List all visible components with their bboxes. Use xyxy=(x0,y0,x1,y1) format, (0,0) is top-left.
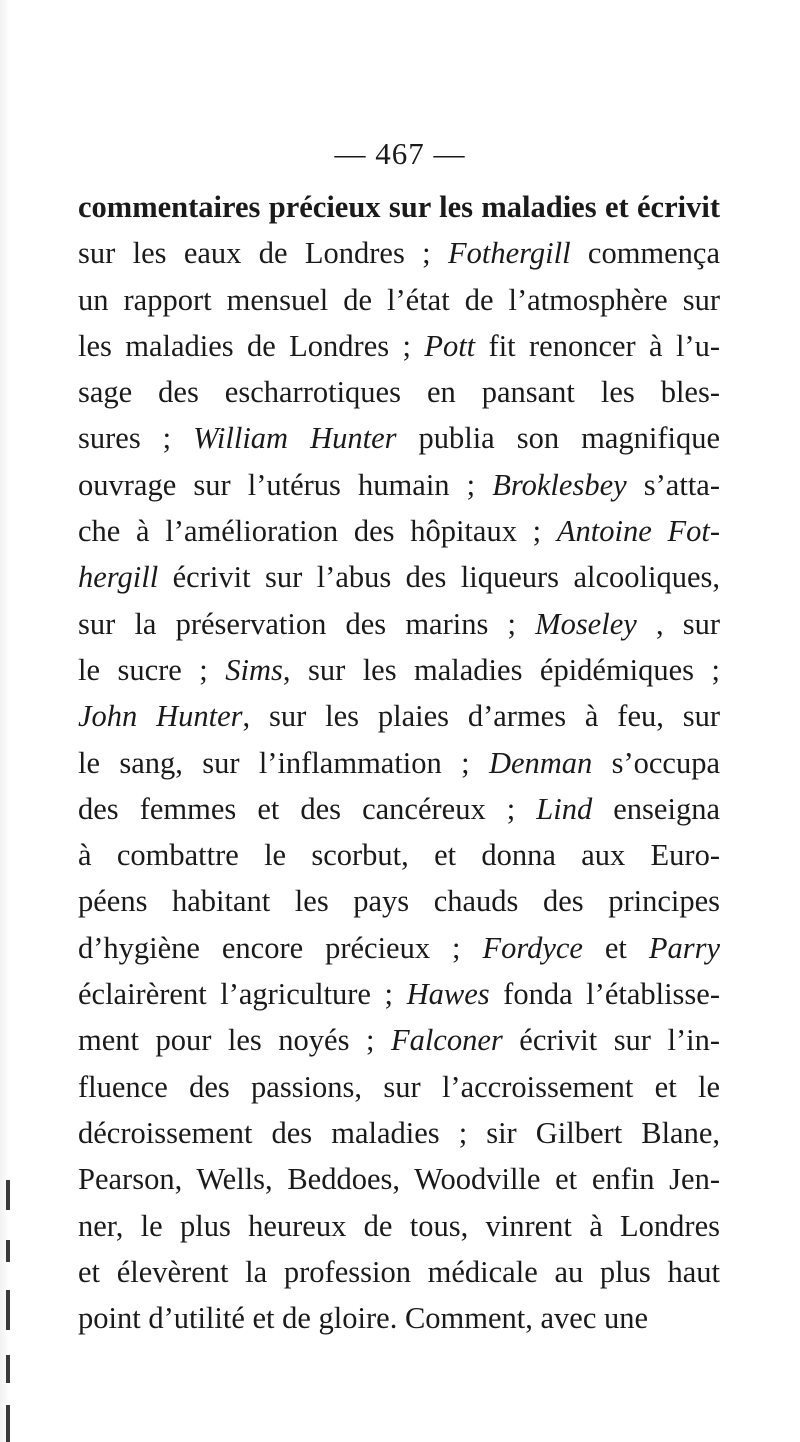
italic-name: Fordyce xyxy=(482,930,583,965)
text-line: à combattre le scorbut, et donna aux Euro- xyxy=(78,838,720,873)
text-line: sage des escharrotiques en pansant les bles- xyxy=(78,375,720,410)
text-line: le sang, sur l’inflammation ; Denman s’occupa xyxy=(78,745,721,780)
italic-name: Pott xyxy=(424,328,476,363)
italic-name: Lind xyxy=(536,791,593,826)
text-line: ment pour les noyés ; Falconer écrivit sur l’in- xyxy=(78,1023,720,1058)
italic-name: Falconer xyxy=(390,1023,503,1058)
text-line: des femmes et des cancéreux ; Lind enseigna xyxy=(78,791,720,826)
text-line: commentaires précieux sur les maladies et écrivit xyxy=(78,190,720,224)
italic-name: Moseley xyxy=(535,606,637,641)
text-line: éclairèrent l’agriculture ; Hawes fonda l’établisse- xyxy=(78,977,720,1012)
body-paragraph xyxy=(78,184,720,1341)
text-line: un rapport mensuel de l’état de l’atmosphère sur xyxy=(78,282,720,317)
binding-edge-marks xyxy=(0,1180,14,1442)
page-number: — 467 — xyxy=(334,136,466,171)
text-line: le sucre ; Sims, sur les maladies épidémiques ; xyxy=(78,652,720,687)
italic-name: Fothergill xyxy=(448,236,571,271)
italic-name: Sims xyxy=(225,652,283,687)
italic-name: hergill xyxy=(78,560,159,595)
text-line: fluence des passions, sur l’accroissement et le xyxy=(78,1069,720,1104)
text-line: ouvrage sur l’utérus humain ; Broklesbey s’atta- xyxy=(78,467,720,502)
text-line: péens habitant les pays chauds des principes xyxy=(78,884,720,919)
text-line: point d’utilité et de gloire. Comment, avec une xyxy=(78,1301,649,1336)
text-line: ner, le plus heureux de tous, vinrent à Londres xyxy=(78,1208,720,1243)
text-line: sur la préservation des marins ; Moseley , sur xyxy=(78,606,721,641)
text-line: et élevèrent la profession médicale au plus haut xyxy=(78,1254,720,1289)
text-line: sur les eaux de Londres ; Fothergill commença xyxy=(78,236,721,271)
italic-name: Hawes xyxy=(406,977,490,1012)
text-line: sures ; William Hunter publia son magnifique xyxy=(78,421,720,456)
italic-name: Broklesbey xyxy=(492,467,627,502)
italic-name: William Hunter xyxy=(193,421,397,456)
text-line: les maladies de Londres ; Pott fit renoncer à l’u- xyxy=(78,328,720,363)
text-line: John Hunter, sur les plaies d’armes à feu, sur xyxy=(78,699,720,734)
text-line: hergill écrivit sur l’abus des liqueurs alcooliques, xyxy=(78,560,720,595)
italic-name: Antoine Fot- xyxy=(556,514,720,549)
italic-name: Parry xyxy=(648,930,720,965)
italic-name: John Hunter xyxy=(78,699,243,734)
text-line: décroissement des maladies ; sir Gilbert Blane, xyxy=(78,1115,720,1150)
text-line: d’hygiène encore précieux ; Fordyce et Parry xyxy=(78,930,720,965)
italic-name: Denman xyxy=(488,745,593,780)
text-line: Pearson, Wells, Beddoes, Woodville et enfin Jen- xyxy=(78,1162,720,1197)
text-line: che à l’amélioration des hôpitaux ; Antoine Fot- xyxy=(78,514,720,549)
